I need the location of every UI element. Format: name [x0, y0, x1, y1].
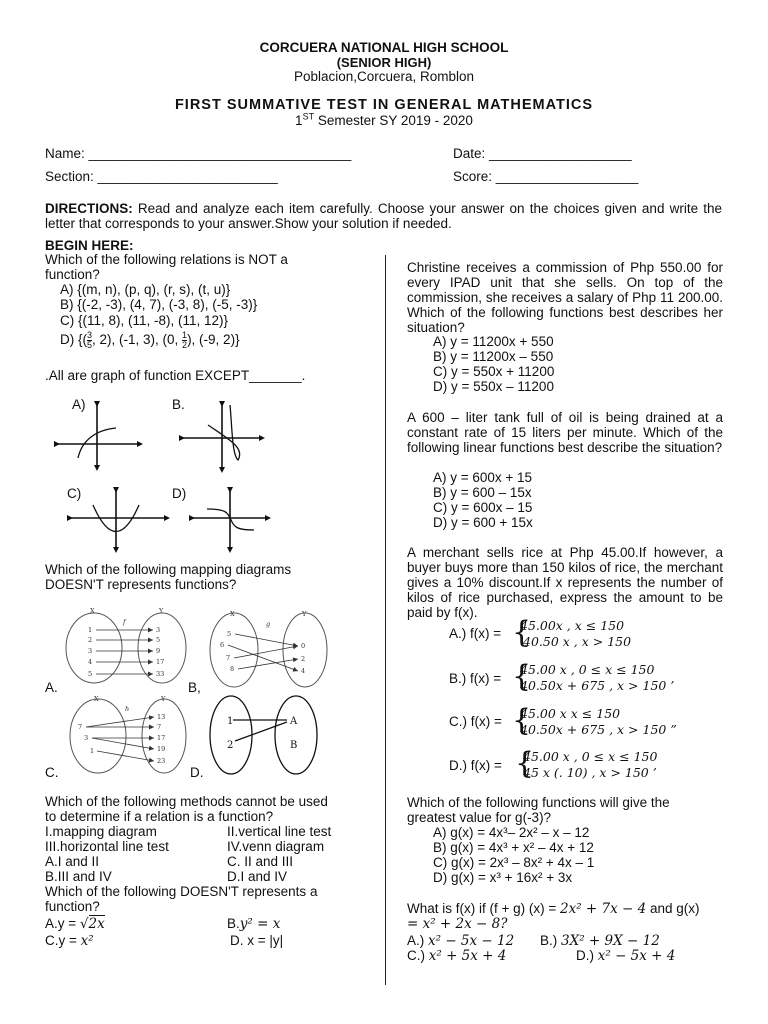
school-level: (SENIOR HIGH)	[336, 55, 432, 70]
q2-stem: .All are graph of function EXCEPT_______.	[45, 368, 306, 383]
q5-choice-c: C.y = x²	[45, 933, 94, 949]
q9-line2: greatest value for g(-3)?	[407, 810, 552, 825]
q1-line2: function?	[45, 267, 100, 282]
svg-text:23: 23	[157, 757, 166, 765]
q5-line1: Which of the following DOESN'T represents a	[45, 884, 318, 899]
q8-choice-a-case2: 40.50 x , x > 150	[523, 634, 632, 649]
q8-choice-c-case2: 40.50x + 675 , x > 150 ”	[520, 722, 677, 737]
q4-choice-c: C. II and III	[227, 854, 294, 869]
q7-choice-a: A) y = 600x + 15	[433, 470, 533, 485]
q8-choice-d-case1: 45.00 x , 0 ≤ x ≤ 150	[523, 749, 658, 764]
q7-stem: A 600 – liter tank full of oil is being drained at a constant rate of 15 liters per minute. Which of the following linear functions best describe the situation?	[407, 410, 723, 455]
q5-choice-b: B.y² = x	[227, 916, 281, 932]
svg-text:7: 7	[157, 723, 162, 731]
svg-text:g: g	[266, 620, 271, 628]
q3-line2: DOESN'T represents functions?	[45, 577, 237, 592]
q3-label-b: B,	[188, 680, 201, 695]
svg-text:3: 3	[156, 626, 161, 634]
svg-text:4: 4	[88, 658, 93, 666]
q1-choice-a: A) {(m, n), (p, q), (r, s), (t, u)}	[60, 282, 231, 297]
q8-choice-c-case1: 45.00 x x ≤ 150	[520, 706, 621, 721]
svg-text:Y: Y	[159, 607, 164, 615]
svg-text:6: 6	[220, 641, 225, 649]
svg-text:17: 17	[156, 658, 165, 666]
svg-text:7: 7	[226, 654, 231, 662]
q4-choice-d: D.I and IV	[227, 869, 288, 884]
map-d	[210, 696, 317, 774]
q2-label-a: A)	[72, 397, 86, 412]
q4-opt-i: I.mapping diagram	[45, 824, 157, 839]
svg-text:3: 3	[88, 647, 93, 655]
q8-choice-b-case1: 45.00 x , 0 ≤ x ≤ 150	[520, 662, 655, 677]
date-field[interactable]: Date: ___________________	[453, 146, 632, 161]
q10-choice-a: A.) x² − 5x − 12	[407, 933, 515, 949]
q9-choice-d: D) g(x) = x³ + 16x² + 3x	[433, 870, 573, 885]
svg-text:17: 17	[157, 734, 166, 742]
directions: DIRECTIONS: Read and analyze each item carefully. Choose your answer on the choices given and write the letter that corresponds to your answer.Show your solution if needed.	[45, 201, 722, 231]
svg-text:2: 2	[88, 636, 93, 644]
q4-opt-iii: III.horizontal line test	[45, 839, 169, 854]
q8-brace-d: {	[515, 746, 535, 781]
q4-line1: Which of the following methods cannot be used	[45, 794, 328, 809]
svg-text:33: 33	[156, 670, 165, 678]
begin-here: BEGIN HERE:	[45, 238, 134, 253]
q3-label-d: D.	[190, 765, 204, 780]
q8-choice-d-label: D.) f(x) =	[449, 758, 502, 773]
test-title: FIRST SUMMATIVE TEST IN GENERAL MATHEMATICS	[174, 97, 594, 113]
svg-text:1: 1	[88, 626, 93, 634]
q4-opt-iv: IV.venn diagram	[227, 839, 325, 854]
q6-choice-d: D) y = 550x – 11200	[433, 379, 554, 394]
q8-choice-b-case2: 40.50x + 675 , x > 150 ’	[520, 678, 675, 693]
q9-choice-a: A) g(x) = 4x³– 2x² – x – 12	[433, 825, 590, 840]
q3-label-a: A.	[45, 680, 58, 695]
q8-choice-b-label: B.) f(x) =	[449, 671, 502, 686]
svg-text:2: 2	[301, 655, 306, 663]
svg-text:X: X	[230, 610, 235, 618]
svg-text:8: 8	[230, 665, 235, 673]
q8-choice-c-label: C.) f(x) =	[449, 714, 502, 729]
q2-label-b: B.	[172, 397, 185, 412]
q4-choice-a: A.I and II	[45, 854, 100, 869]
svg-text:h: h	[125, 705, 130, 713]
q1-choice-d: D) {( $\frac{3}{5}$ , 2), (-1, 3), (0, $\frac{1}{2}$ ), (-9, 2)}	[60, 330, 240, 350]
q7-choice-d: D) y = 600 + 15x	[433, 515, 533, 530]
q4-line2: to determine if a relation is a function?	[45, 809, 274, 824]
q6-stem: Christine receives a commission of Php 550.00 for every IPAD unit that she sells. On top of the commission, she receives a salary of Php 11 200.00. Which of the following functions best describes her situation?	[407, 260, 723, 335]
q6-choice-a: A) y = 11200x + 550	[433, 334, 554, 349]
q10-choice-b: B.) 3X² + 9X − 12	[540, 933, 660, 949]
svg-text:B: B	[290, 740, 298, 751]
q2-label-d: D)	[172, 486, 187, 501]
q7-choice-c: C) y = 600x – 15	[433, 500, 533, 515]
svg-text:Y: Y	[302, 610, 307, 618]
svg-text:5: 5	[227, 630, 232, 638]
svg-text:A: A	[290, 716, 298, 727]
svg-text:19: 19	[157, 745, 166, 753]
map-c	[70, 695, 186, 773]
svg-text:2: 2	[227, 740, 234, 751]
svg-text:f: f	[123, 618, 126, 626]
q8-brace-c: {	[512, 703, 532, 738]
svg-text:7: 7	[78, 723, 83, 731]
name-field[interactable]: Name: ___________________________________	[45, 146, 352, 161]
school-name: CORCUERA NATIONAL HIGH SCHOOL	[259, 40, 509, 55]
svg-text:5: 5	[88, 670, 93, 678]
q1-choice-b: B) {(-2, -3), (4, 7), (-3, 8), (-5, -3)}	[60, 297, 258, 312]
q2-label-c: C)	[67, 486, 82, 501]
svg-text:1: 1	[227, 716, 234, 727]
q9-line1: Which of the following functions will give the	[407, 795, 670, 810]
q10-line2: = x² + 2x − 8?	[407, 916, 508, 932]
svg-text:X: X	[90, 607, 95, 615]
q4-choice-b: B.III and IV	[45, 869, 112, 884]
q9-choice-c: C) g(x) = 2x³ – 8x² + 4x – 1	[433, 855, 595, 870]
q10-line1: What is f(x) if (f + g) (x) = 2x² + 7x − 4 and g(x)	[407, 901, 700, 917]
q8-choice-d-case2: 45 x (. 10) , x > 150 ’	[523, 765, 657, 780]
svg-text:13: 13	[157, 713, 166, 721]
q8-brace-a: {	[512, 615, 532, 650]
section-field[interactable]: Section: ________________________	[45, 169, 278, 184]
q6-choice-c: C) y = 550x + 11200	[433, 364, 555, 379]
q1-choice-c: C) {(11, 8), (11, -8), (11, 12)}	[60, 313, 229, 328]
svg-text:9: 9	[156, 647, 161, 655]
svg-text:0: 0	[301, 642, 306, 650]
q7-choice-b: B) y = 600 – 15x	[433, 485, 532, 500]
q8-choice-a-label: A.) f(x) =	[449, 626, 502, 641]
q5-line2: function?	[45, 899, 100, 914]
q3-line1: Which of the following mapping diagrams	[45, 562, 292, 577]
q9-choice-b: B) g(x) = 4x³ + x² – 4x + 12	[433, 840, 594, 855]
q10-choice-c: C.) x² + 5x + 4	[407, 948, 507, 964]
q8-brace-b: {	[512, 659, 532, 694]
q6-choice-b: B) y = 11200x – 550	[433, 349, 554, 364]
map-b	[210, 610, 327, 687]
svg-text:1: 1	[90, 747, 95, 755]
q10-choice-d: D.) x² − 5x + 4	[576, 948, 676, 964]
q8-choice-a-case1: 45.00x , x ≤ 150	[520, 618, 625, 633]
svg-text:X: X	[94, 695, 99, 703]
q5-choice-a: A.y = √2x	[45, 916, 105, 932]
q5-choice-d: D. x = |y|	[230, 933, 284, 948]
svg-text:5: 5	[156, 636, 161, 644]
q4-opt-ii: II.vertical line test	[227, 824, 332, 839]
svg-text:3: 3	[84, 734, 89, 742]
school-address: Poblacion,Corcuera, Romblon	[293, 69, 475, 84]
score-field[interactable]: Score: ___________________	[453, 169, 639, 184]
svg-text:Y: Y	[161, 695, 166, 703]
q8-stem: A merchant sells rice at Php 45.00.If however, a buyer buys more than 150 kilos of rice, the merchant gives a 10% discount.If x represents the number of kilos of rice purchased, express the amount to be paid by f(x).	[407, 545, 723, 620]
svg-text:4: 4	[301, 667, 306, 675]
map-a	[66, 607, 186, 683]
q1-line1: Which of the following relations is NOT a	[45, 252, 288, 267]
semester-line: 1ST Semester SY 2019 - 2020	[295, 111, 473, 128]
q3-label-c: C.	[45, 765, 59, 780]
